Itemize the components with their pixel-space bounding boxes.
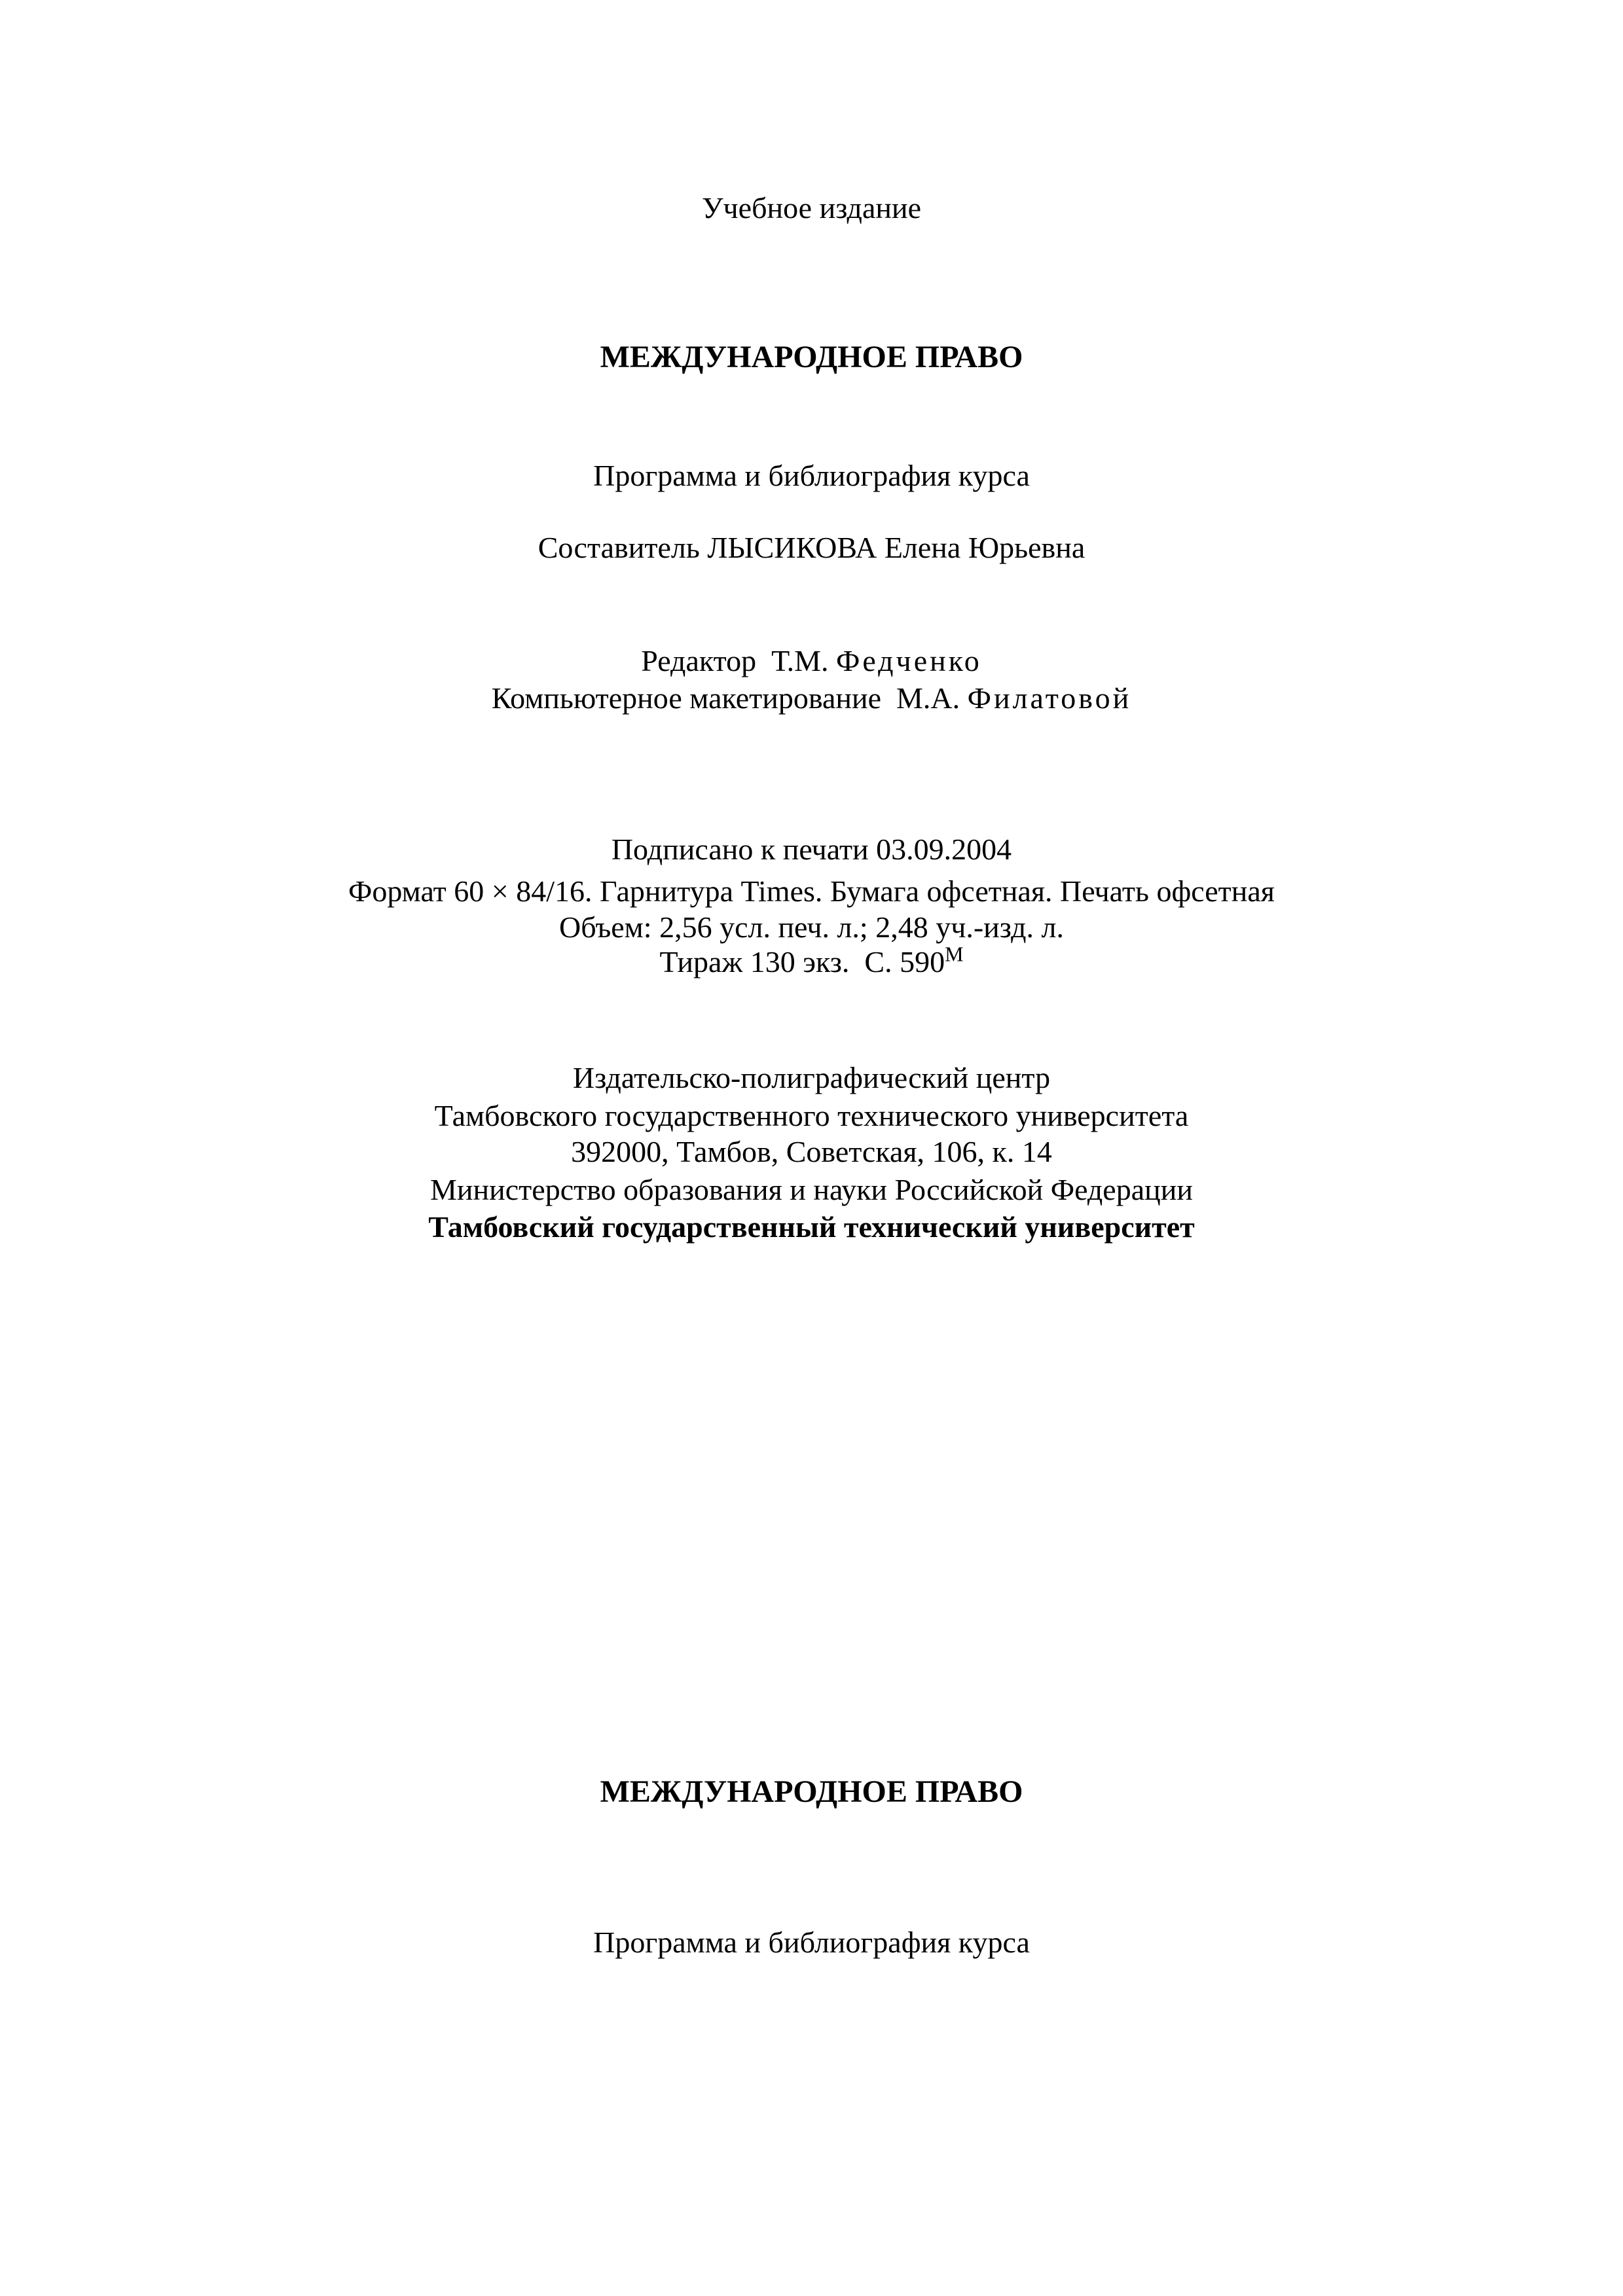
subtitle-line: Программа и библиография курса	[593, 459, 1030, 492]
print-volume-line: Объем: 2,56 усл. печ. л.; 2,48 уч.-изд. л.	[559, 910, 1064, 944]
publisher-address-line: 392000, Тамбов, Советская, 106, к. 14	[571, 1135, 1052, 1168]
editor-name: Федченко	[836, 644, 982, 677]
print-format-line: Формат 60 × 84/16. Гарнитура Times. Бумага офсетная. Печать офсетная	[348, 874, 1275, 908]
publisher-university-line: Тамбовского государственного технического университета	[434, 1099, 1189, 1132]
tirazh-superscript: М	[945, 942, 964, 966]
footer-subtitle: Программа и библиография курса	[593, 1926, 1030, 1959]
layout-line	[0, 679, 1623, 718]
tirazh-text: Тираж 130 экз. С. 590	[659, 945, 945, 978]
editor-label: Редактор Т.М.	[641, 644, 836, 677]
edition-type-line: Учебное издание	[701, 191, 922, 224]
university-bold-line: Тамбовский государственный технический университет	[428, 1210, 1195, 1244]
ministry-line: Министерство образования и науки Российской Федерации	[430, 1173, 1193, 1206]
print-tirazh-line	[0, 942, 1623, 982]
print-signed-line: Подписано к печати 03.09.2004	[611, 833, 1012, 866]
publisher-center-line: Издательско-полиграфический центр	[572, 1061, 1051, 1094]
main-title: МЕЖДУНАРОДНОЕ ПРАВО	[600, 340, 1023, 374]
compiler-line: Составитель ЛЫСИКОВА Елена Юрьевна	[538, 531, 1085, 564]
layout-name: Филатовой	[967, 681, 1132, 715]
editor-line	[0, 641, 1623, 681]
layout-label: Компьютерное макетирование М.А.	[491, 681, 968, 715]
footer-title: МЕЖДУНАРОДНОЕ ПРАВО	[600, 1774, 1023, 1809]
